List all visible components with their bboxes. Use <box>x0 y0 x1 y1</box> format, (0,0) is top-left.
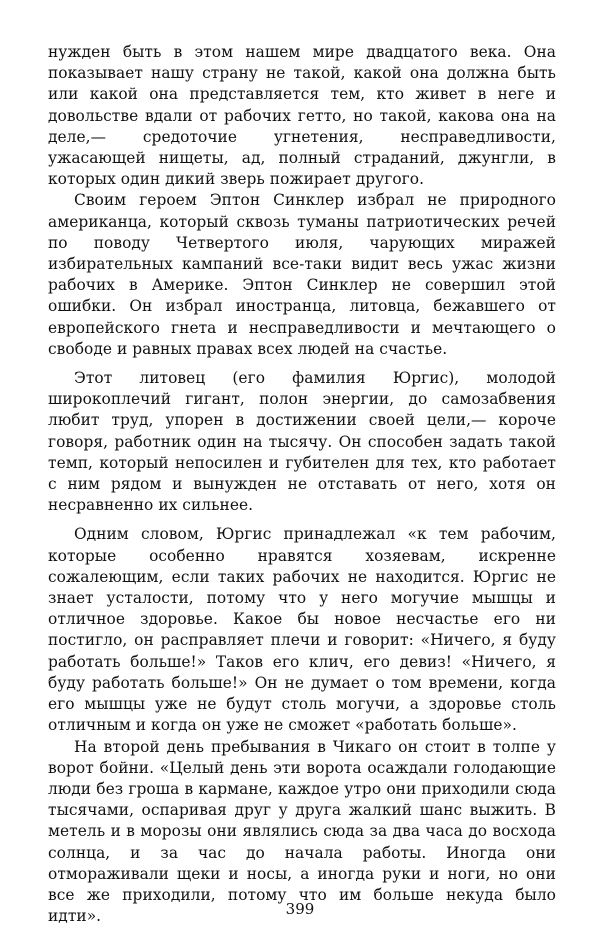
paragraph-5: На второй день пребывания в Чикаго он стоит в толпе у ворот бойни. «Целый день эти ворота осаждали голодающие люди без гроша в кармане, каждое утро они приходили сюда тысячами, оспаривая друг у друга жалкий шанс выжить. В метель и в морозы они являлись сюда за два часа до восхода солнца, и за час до начала работы. Иногда они отмораживали щеки и носы, а иногда руки и ноги, но они все же приходили, потому что им больше некуда было идти». <box>48 737 556 926</box>
paragraph-4: Одним словом, Юргис принадлежал «к тем рабочим, которые особенно нравятся хозяевам, искренне сожалеющим, если таких рабочих не находится. Юргис не знает усталости, потому что у него могучие мышцы и отличное здоровье. Какое бы новое несчастье его ни постигло, он расправляет плечи и говорит: «Ничего, я буду работать больше!» Таков его клич, его девиз! «Ничего, я буду работать больше!» Он не думает о том времени, когда его мышцы уже не будут столь могучи, а здоровье столь отличным и когда он уже не сможет «работать больше». <box>48 525 556 735</box>
page-body <box>48 42 556 927</box>
paragraph-2: Своим героем Эптон Синклер избрал не природного американца, который сквозь туманы патриотических речей по поводу Четвертого июля, чарующих миражей избирательных кампаний все-таки видит весь ужас жизни рабочих в Америке. Эптон Синклер не совершил этой ошибки. Он избрал иностранца, литовца, бежавшего от европейского гнета и несправедливости и мечтающего о свободе и равных правах всех людей на счастье. <box>48 191 556 358</box>
paragraph-1: нужден быть в этом нашем мире двадцатого века. Она показывает нашу страну не такой, какой она должна быть или какой она представляется тем, кто живет в неге и довольстве вдали от рабочих гетто, но такой, какова она на деле,— средоточие угнетения, несправедливости, ужасающей нищеты, ад, полный страданий, джунгли, в которых один дикий зверь пожирает другого. <box>48 43 556 189</box>
paragraph-3: Этот литовец (его фамилия Юргис), молодой широкоплечий гигант, полон энергии, до самозабвения любит труд, упорен в достижении своей цели,— короче говоря, работник один на тысячу. Он способен задать такой темп, который непосилен и губителен для тех, кто работает с ним рядом и вынужден не отставать от него, хотя он несравненно их сильнее. <box>48 369 556 515</box>
page-number: 399 <box>285 900 315 918</box>
